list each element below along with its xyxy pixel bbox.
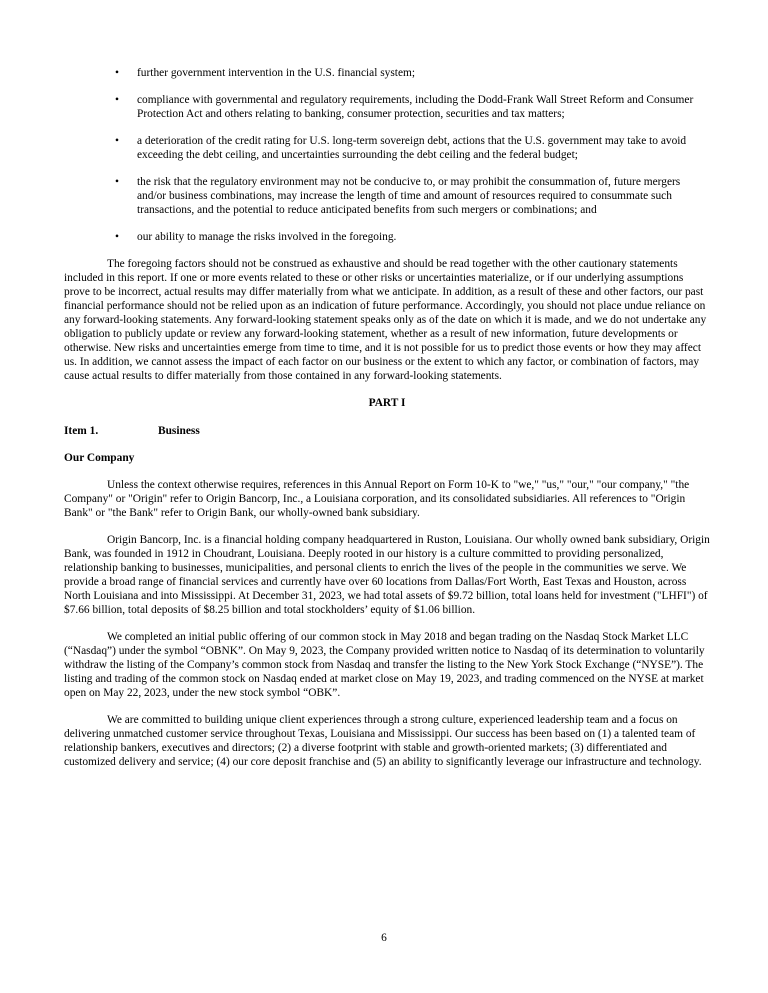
bullet-text: a deterioration of the credit rating for U.S. long-term sovereign debt, actions that the U.S. government may take to avoid exceeding the debt ceiling, and uncertainties surrounding the debt ceiling and the federal budget; bbox=[137, 135, 687, 161]
list-item bbox=[64, 66, 710, 80]
bullet-icon: • bbox=[115, 231, 119, 243]
paragraph-ipo-listing: We completed an initial public offering of our common stock in May 2018 and began trading on the Nasdaq Stock Market LLC (“Nasdaq”) under the symbol “OBNK”. On May 9, 2023, the Company provided written notice to Nasdaq of its determination to voluntarily withdraw the listing of the Company’s common stock from Nasdaq and transfer the listing to the New York Stock Exchange (“NYSE”). The listing and trading of the common stock on Nasdaq ended at market close on May 19, 2023, and trading commenced on the NYSE at market open on May 22, 2023, under the new stock symbol “OBK”. bbox=[64, 631, 705, 699]
paragraph-references: Unless the context otherwise requires, references in this Annual Report on Form 10-K to "we," "us," "our," "our company," "the Company" or "Origin" refer to Origin Bancorp, Inc., a Louisiana corporation, and its consolidated subsidiaries. All references to "Origin Bank" or "the Bank" refer to Origin Bank, our wholly-owned bank subsidiary. bbox=[64, 479, 690, 519]
list-item bbox=[64, 93, 710, 121]
bullet-icon: • bbox=[115, 67, 119, 79]
paragraph-commitment: We are committed to building unique client experiences through a strong culture, experienced leadership team and a focus on delivering unmatched customer service throughout Texas, Louisiana and Mississippi. Our success has been based on (1) a talented team of relationship bankers, executives and directors; (2) a diverse footprint with stable and growth-oriented markets; (3) differentiated and customized delivery and service; (4) our core deposit franchise and (5) an ability to significantly leverage our infrastructure and technology. bbox=[64, 714, 702, 768]
paragraph-company-overview: Origin Bancorp, Inc. is a financial holding company headquartered in Ruston, Louisiana. Our wholly owned bank subsidiary, Origin Bank, was founded in 1912 in Choudrant, Louisiana. Deeply rooted in our history is a culture committed to providing personalized, relationship banking to businesses, municipalities, and personal clients to enrich the lives of the people in the communities we serve. We provide a broad range of financial services and currently have over 60 locations from Dallas/Fort Worth, East Texas and Houston, across North Louisiana and into Mississippi. At December 31, 2023, we had total assets of $9.72 billion, total loans held for investment ("LHFI") of $7.66 billion, total deposits of $8.25 billion and total stockholders’ equity of $1.06 billion. bbox=[64, 534, 710, 616]
item-number: Item 1. bbox=[64, 425, 99, 437]
bullet-text: further government intervention in the U.S. financial system; bbox=[137, 67, 416, 79]
page-number: 6 bbox=[381, 932, 387, 944]
item-heading bbox=[64, 424, 710, 438]
bullet-list bbox=[64, 66, 710, 244]
paragraph-forward-looking-caution: The foregoing factors should not be construed as exhaustive and should be read together with the other cautionary statements included in this report. If one or more events related to these or other risks or uncertainties materialize, or if our underlying assumptions prove to be incorrect, actual results may differ materially from what we anticipate. In addition, as a result of these and other factors, our past financial performance should not be relied upon as an indication of future performance. Accordingly, you should not place undue reliance on any forward-looking statements. Any forward-looking statement speaks only as of the date on which it is made, and we do not undertake any obligation to publicly update or review any forward-looking statement, whether as a result of new information, future developments or otherwise. New risks and uncertainties emerge from time to time, and it is not possible for us to predict those events or how they may affect us. In addition, we cannot assess the impact of each factor on our business or the extent to which any factor, or combination of factors, may cause actual results to differ materially from those contained in any forward-looking statements. bbox=[64, 258, 707, 382]
list-item bbox=[64, 175, 710, 217]
bullet-icon: • bbox=[115, 135, 119, 147]
list-item bbox=[64, 134, 710, 162]
bullet-icon: • bbox=[115, 94, 119, 106]
bullet-text: our ability to manage the risks involved in the foregoing. bbox=[137, 231, 397, 243]
bullet-text: compliance with governmental and regulatory requirements, including the Dodd-Frank Wall Street Reform and Consumer Protection Act and others relating to banking, consumer protection, securities and tax matters; bbox=[137, 94, 694, 120]
list-item bbox=[64, 230, 710, 244]
bullet-text: the risk that the regulatory environment may not be conducive to, or may prohibit the consummation of, future mergers and/or business combinations, may increase the length of time and amount of resources required to consummate such transactions, and the potential to reduce anticipated benefits from such mergers or combinations; and bbox=[137, 176, 681, 216]
section-heading: Our Company bbox=[64, 452, 135, 464]
part-heading: PART I bbox=[368, 397, 406, 409]
item-title: Business bbox=[158, 425, 200, 437]
bullet-icon: • bbox=[115, 176, 119, 188]
